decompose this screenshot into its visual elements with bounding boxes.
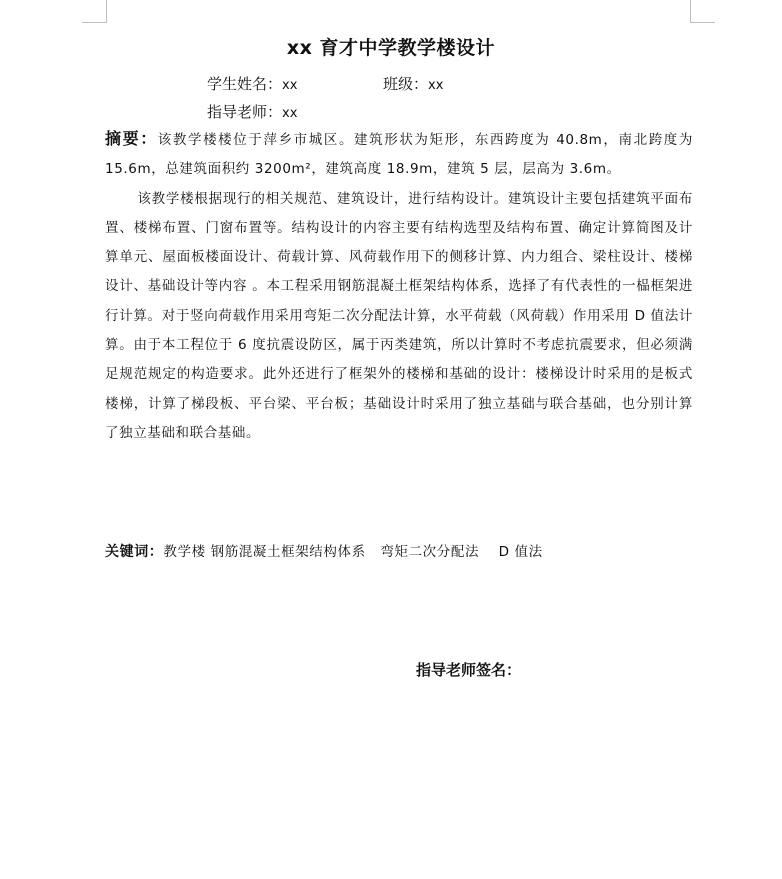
keywords-label: 关键词：	[105, 544, 164, 560]
abstract-text-1: 该教学楼楼位于萍乡市城区。建筑形状为矩形，东西跨度为 40.8m，南北跨度为 15.6m，总建筑面积约 3200m²，建筑高度 18.9m，建筑 5 层，层高为 3.6m。	[105, 132, 693, 178]
advisor-info-line	[207, 101, 297, 122]
page-corner-mark-top-right	[690, 0, 715, 23]
keywords-line	[105, 540, 705, 561]
keywords-text: 教学楼 钢筋混凝土框架结构体系 弯矩二次分配法 D 值法	[163, 544, 543, 560]
abstract-section	[105, 124, 693, 448]
abstract-paragraph-2: 该教学楼根据现行的相关规范、建筑设计，进行结构设计。建筑设计主要包括建筑平面布置、楼梯布置、门窗布置等。结构设计的内容主要有结构选型及结构布置、确定计算简图及计算单元、屋面板楼面设计、荷载计算、风荷载作用下的侧移计算、内力组合、梁柱设计、楼梯设计、基础设计等内容 。本工程采用钢筋混凝土框架结构体系，选择了有代表性的一榀框架进行计算。对于竖向荷载作用采用弯矩二次分配法计算，水平荷载（风荷载）作用采用 D 值法计算。由于本工程位于 6 度抗震设防区，属于丙类建筑，所以计算时不考虑抗震要求，但必须满足规范规定的构造要求。此外还进行了框架外的楼梯和基础的设计：楼梯设计时采用的是板式楼梯，计算了梯段板、平台梁、平台板；基础设计时采用了独立基础与联合基础，也分别计算了独立基础和联合基础。	[105, 190, 693, 441]
abstract-label: 摘要：	[105, 129, 158, 148]
abstract-paragraph-1	[105, 124, 693, 185]
advisor-signature-label: 指导老师签名：	[416, 661, 522, 679]
student-info-line	[207, 73, 297, 94]
student-name-label: 学生姓名：	[207, 75, 283, 93]
student-name-value: xx	[282, 78, 298, 93]
advisor-value: xx	[282, 106, 298, 121]
advisor-label: 指导老师：	[207, 103, 283, 121]
page-corner-mark-top-left	[82, 0, 107, 23]
document-title: xx 育才中学教学楼设计	[286, 37, 496, 59]
class-label: 班级：	[383, 75, 429, 93]
class-value: xx	[428, 78, 444, 93]
class-info	[383, 73, 443, 94]
